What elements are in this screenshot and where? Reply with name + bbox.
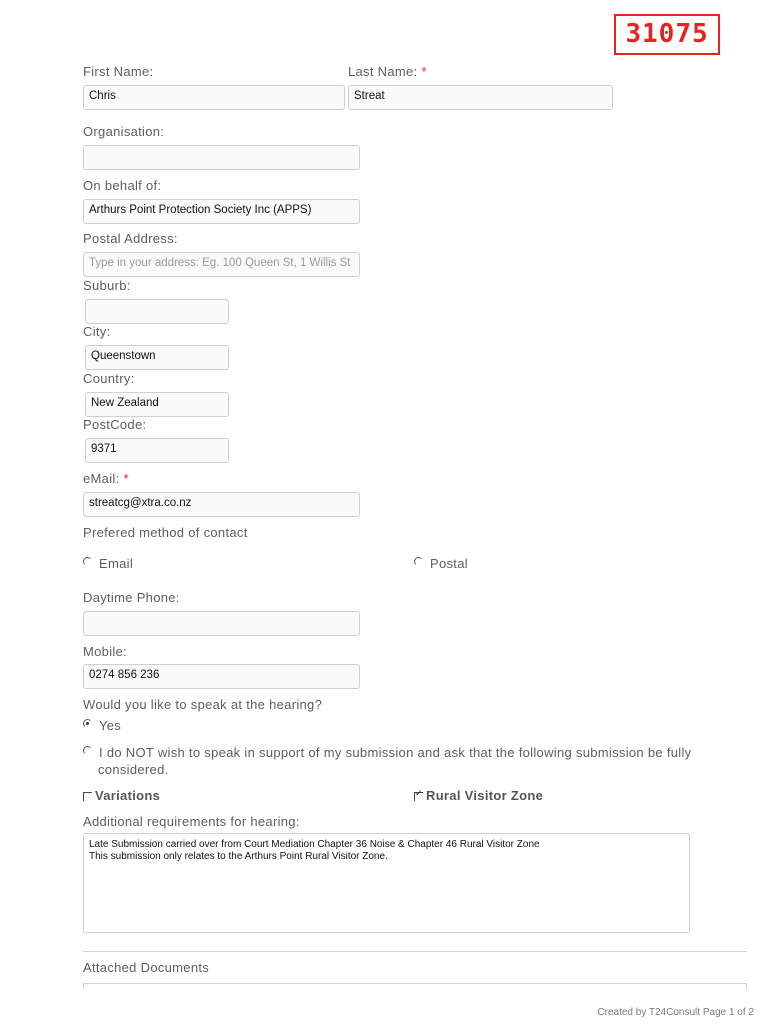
hearing-question-label: Would you like to speak at the hearing? bbox=[83, 697, 323, 712]
page-footer: Created by T24Consult Page 1 of 2 bbox=[597, 1007, 754, 1018]
mobile-label: Mobile: bbox=[83, 644, 128, 659]
country-field[interactable]: New Zealand bbox=[85, 392, 229, 417]
radio-icon bbox=[83, 557, 92, 566]
contact-method-label: Prefered method of contact bbox=[83, 525, 248, 540]
hearing-no-label-line2: considered. bbox=[98, 762, 169, 777]
radio-icon bbox=[414, 557, 423, 566]
first-name-label: First Name: bbox=[83, 64, 154, 79]
additional-line-2: This submission only relates to the Arthurs Point Rural Visitor Zone. bbox=[89, 851, 388, 862]
hearing-no-label: I do NOT wish to speak in support of my submission and ask that the following submission be fully bbox=[99, 745, 692, 760]
contact-postal-label: Postal bbox=[430, 556, 468, 571]
postcode-label: PostCode: bbox=[83, 417, 147, 432]
contact-email-label: Email bbox=[99, 556, 134, 571]
last-name-label bbox=[348, 64, 427, 79]
mobile-field[interactable]: 0274 856 236 bbox=[83, 664, 360, 689]
rural-visitor-zone-checkbox[interactable] bbox=[414, 788, 543, 803]
suburb-label: Suburb: bbox=[83, 278, 131, 293]
country-label: Country: bbox=[83, 371, 135, 386]
first-name-field[interactable]: Chris bbox=[83, 85, 345, 110]
checkbox-checked-icon bbox=[414, 792, 423, 801]
postcode-field[interactable]: 9371 bbox=[85, 438, 229, 463]
additional-line-1: Late Submission carried over from Court Mediation Chapter 36 Noise & Chapter 46 Rural Visitor Zone bbox=[89, 839, 540, 850]
required-marker: * bbox=[123, 471, 129, 486]
checkbox-icon bbox=[83, 792, 92, 801]
attached-documents-box bbox=[83, 983, 747, 989]
radio-icon bbox=[83, 746, 92, 755]
postal-address-field[interactable]: Type in your address: Eg. 100 Queen St, 1 Willis St bbox=[83, 252, 360, 277]
email-label-text: eMail: bbox=[83, 471, 120, 486]
organisation-label: Organisation: bbox=[83, 124, 165, 139]
hearing-yes-label: Yes bbox=[99, 718, 122, 733]
daytime-phone-field[interactable] bbox=[83, 611, 360, 636]
submission-number-stamp: 31075 bbox=[614, 14, 720, 55]
radio-selected-icon bbox=[83, 719, 92, 728]
required-marker: * bbox=[421, 64, 427, 79]
variations-checkbox[interactable] bbox=[83, 788, 160, 803]
postal-address-label: Postal Address: bbox=[83, 231, 178, 246]
on-behalf-of-label: On behalf of: bbox=[83, 178, 162, 193]
organisation-field[interactable] bbox=[83, 145, 360, 170]
suburb-field[interactable] bbox=[85, 299, 229, 324]
contact-postal-radio[interactable] bbox=[414, 556, 468, 571]
city-label: City: bbox=[83, 324, 111, 339]
daytime-phone-label: Daytime Phone: bbox=[83, 590, 180, 605]
additional-requirements-label: Additional requirements for hearing: bbox=[83, 814, 300, 829]
email-label bbox=[83, 471, 129, 486]
on-behalf-of-field[interactable]: Arthurs Point Protection Society Inc (APPS) bbox=[83, 199, 360, 224]
hearing-no-radio[interactable] bbox=[83, 745, 691, 760]
attached-documents-label: Attached Documents bbox=[83, 960, 210, 975]
contact-email-radio[interactable] bbox=[83, 556, 133, 571]
divider bbox=[83, 951, 747, 952]
rural-visitor-zone-label: Rural Visitor Zone bbox=[426, 788, 544, 803]
hearing-yes-radio[interactable] bbox=[83, 718, 121, 733]
variations-label: Variations bbox=[95, 788, 161, 803]
city-field[interactable]: Queenstown bbox=[85, 345, 229, 370]
last-name-label-text: Last Name: bbox=[348, 64, 418, 79]
last-name-field[interactable]: Streat bbox=[348, 85, 613, 110]
email-field[interactable]: streatcg@xtra.co.nz bbox=[83, 492, 360, 517]
additional-requirements-textarea[interactable] bbox=[83, 833, 690, 933]
